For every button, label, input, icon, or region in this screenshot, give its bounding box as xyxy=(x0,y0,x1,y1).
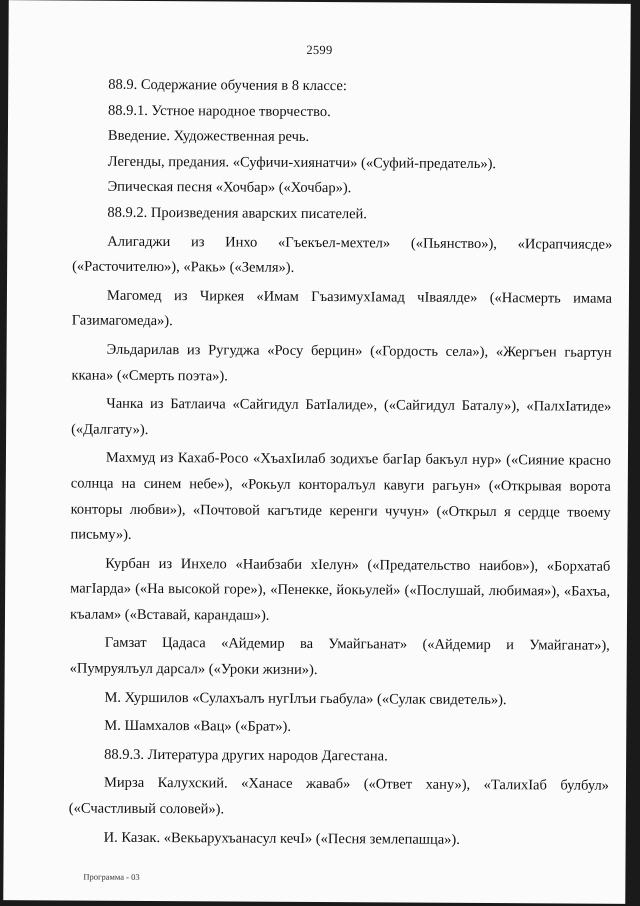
paragraph: Махмуд из Кахаб-Росо «ХъахIилаб зодихъе багIар бакъул нур» («Сияние красно солнца на синем небе»), «Рокьул конторалъул кавуги рагьун» («Открывая ворота конторы любви»), «Почтовой кагътиде керенги чучун» («Открыл я сердце твоему письму»). xyxy=(70,450,611,543)
text-line: Легенды, предания. «Суфичи-хиянатчи» («Суфий-предатель»). xyxy=(107,153,497,172)
subsection-heading: 88.9.2. Произведения аварских писателей. xyxy=(107,204,368,223)
text-line: И. Казак. «Векьарухъанасул кечI» («Песня землепашца»). xyxy=(103,829,460,848)
text-line: М. Шамхалов «Вац» («Брат»). xyxy=(104,717,292,736)
paragraph: Эльдарилав из Ругуджа «Росу берцин» («Гордость села»), «Жергъен гьартун ккана» («Смерть поэта»). xyxy=(71,341,612,384)
text-line: М. Хуршилов «Сулахъалъ нугIлъи гьабула» («Сулак свидетель»). xyxy=(104,689,507,708)
page-number: 2599 xyxy=(306,42,333,58)
paragraph: Чанка из Батлаича «Сайгидул БатIалиде», («Сайгидул Баталу»), «ПалхIатиде» («Далгату»). xyxy=(71,395,612,438)
document-body xyxy=(69,73,614,855)
paragraph: Магомед из Чиркея «Имам ГъазимухIамад чIваялде» («Насмерть имама Газимагомеда»). xyxy=(71,287,612,330)
paragraph: Курбан из Инхело «Наибзаби хIелун» («Предательство наибов»), «Борхатаб магIарда» («На высокой горе»), «Пенекке, йокьулей» («Послушай, любимая»), «Бахъа, къалам» («Вставай, карандаш»). xyxy=(69,555,611,624)
text-line: Эпическая песня «Хочбар» («Хочбар»). xyxy=(107,179,352,197)
subsection-heading: 88.9.1. Устное народное творчество. xyxy=(108,102,331,120)
footer-label: Программа - 03 xyxy=(83,871,140,882)
paragraph: Гамзат Цадаса «Айдемир ва Умайгьанат» («Айдемир и Умайганат»), «Пумруялъул дарсал» («Уроки жизни»). xyxy=(69,635,610,679)
subsection-heading: 88.9.3. Литература других народов Дагестана. xyxy=(104,746,388,765)
section-heading: 88.9. Содержание обучения в 8 классе: xyxy=(108,76,347,95)
paragraph: Алигаджи из Инхо «Гъекъел-мехтел» («Пьянство»), «Исрапчиясде» («Расточителю»), «Ракь» («Земля»). xyxy=(72,233,613,277)
document-page xyxy=(3,0,630,904)
paragraph: Мирза Калухский. «Ханасе жаваб» («Ответ хану»), «ТалихIаб булбул» («Счастливый соловей»). xyxy=(68,775,610,818)
text-line: Введение. Художественная речь. xyxy=(107,127,310,146)
